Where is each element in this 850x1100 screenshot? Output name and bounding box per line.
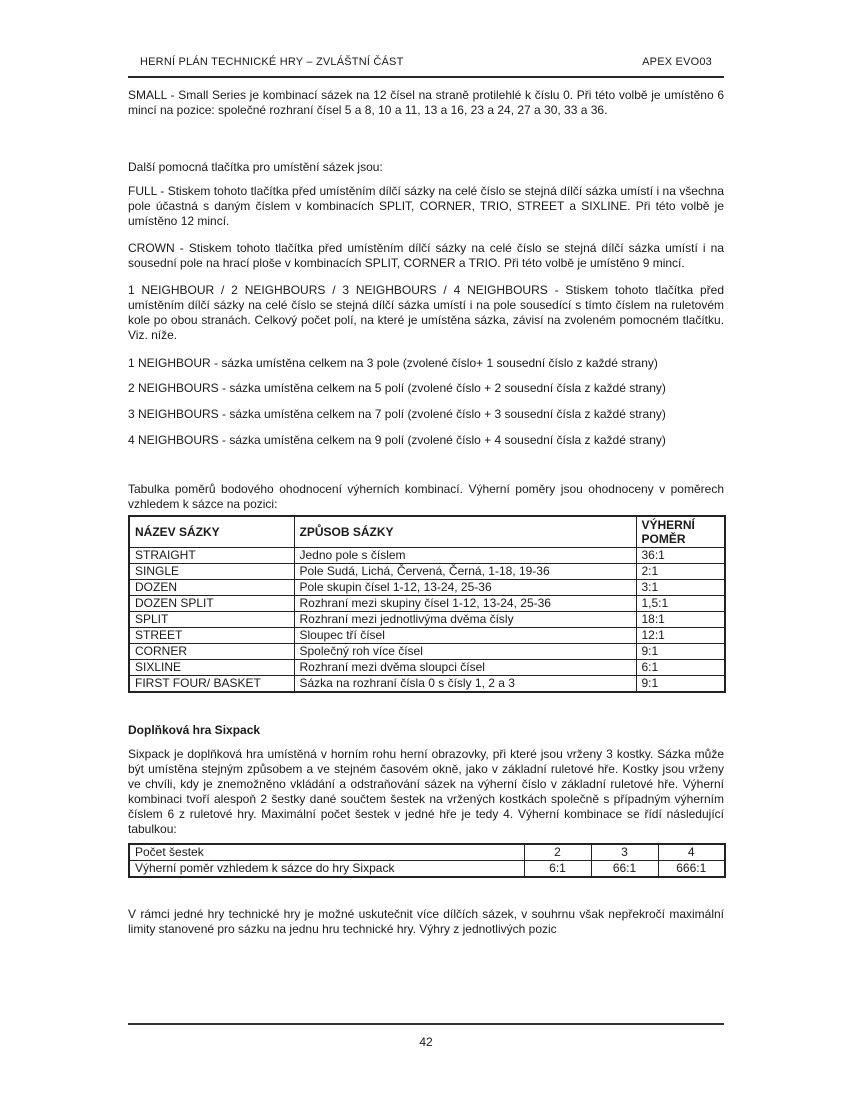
table-cell: 3: [591, 844, 658, 861]
table-cell: Výherní poměr vzhledem k sázce do hry Sixpack: [129, 861, 524, 878]
paragraph-neighbour-4: 4 NEIGHBOURS - sázka umístěna celkem na 9 polí (zvolené číslo + 4 sousední čísla z každé strany): [128, 433, 666, 447]
sixpack-heading: Doplňková hra Sixpack: [128, 723, 261, 737]
table-header-cell: VÝHERNÍ POMĚR: [636, 516, 725, 548]
table-row: [129, 660, 725, 676]
table-cell: SIXLINE: [129, 660, 294, 676]
table-cell: Pole skupin čísel 1-12, 13-24, 25-36: [294, 580, 636, 596]
table-cell: Jedno pole s číslem: [294, 548, 636, 564]
table-cell: DOZEN SPLIT: [129, 596, 294, 612]
table-row: [129, 644, 725, 660]
table-cell: SPLIT: [129, 612, 294, 628]
table-cell: FIRST FOUR/ BASKET: [129, 676, 294, 693]
table-header-cell: ZPŮSOB SÁZKY: [294, 516, 636, 548]
table-cell: 6:1: [524, 861, 591, 878]
paragraph-neighbours: 1 NEIGHBOUR / 2 NEIGHBOURS / 3 NEIGHBOURS / 4 NEIGHBOURS - Stiskem tohoto tlačítka před umístěním dílčí sázky na celé číslo se stejná dílčí sázka umístí i na pole sousedící s tímto číslem na ruletovém kole po obou stranách. Celkový počet polí, na které je umístěna sázka, závisí na zvoleném pomocném tlačítku. Viz. níže.: [128, 283, 724, 342]
table-row: [129, 676, 725, 693]
header-code: APEX EVO03: [642, 56, 712, 68]
table-cell: Počet šestek: [129, 844, 524, 861]
table-row: [129, 844, 725, 861]
header-title: HERNÍ PLÁN TECHNICKÉ HRY – ZVLÁŠTNÍ ČÁST: [140, 56, 404, 68]
paragraph-closing: V rámci jedné hry technické hry je možné uskutečnit více dílčích sázek, v souhrnu však nepřekročí maximální limity stanovené pro sázku na jednu hru technické hry. Výhry z jednotlivých pozic: [128, 907, 724, 936]
paragraph-neighbour-1: 1 NEIGHBOUR - sázka umístěna celkem na 3 pole (zvolené číslo+ 1 sousední číslo z každé strany): [128, 356, 658, 370]
table-cell: 66:1: [591, 861, 658, 878]
table-row: [129, 548, 725, 564]
table-cell: STREET: [129, 628, 294, 644]
table-cell: Sázka na rozhraní čísla 0 s čísly 1, 2 a 3: [294, 676, 636, 693]
payout-table: [128, 515, 726, 693]
table-cell: 36:1: [636, 548, 725, 564]
table-row: [129, 612, 725, 628]
document-header: [128, 56, 724, 78]
paragraph-neighbour-2: 2 NEIGHBOURS - sázka umístěna celkem na 5 polí (zvolené číslo + 2 sousední čísla z každé strany): [128, 381, 666, 395]
table-cell: Pole Sudá, Lichá, Červená, Černá, 1-18, 19-36: [294, 564, 636, 580]
table-cell: 9:1: [636, 676, 725, 693]
table-cell: 2: [524, 844, 591, 861]
paragraph-buttons-intro: Další pomocná tlačítka pro umístění sázek jsou:: [128, 160, 383, 174]
table-cell: 6:1: [636, 660, 725, 676]
table-cell: 2:1: [636, 564, 725, 580]
paragraph-table-intro: Tabulka poměrů bodového ohodnocení výherních kombinací. Výherní poměry jsou ohodnoceny v poměrech vzhledem k sázce na pozici:: [128, 482, 724, 511]
table-cell: DOZEN: [129, 580, 294, 596]
table-cell: Společný roh více čísel: [294, 644, 636, 660]
paragraph-sixpack: Sixpack je doplňková hra umístěná v horním rohu herní obrazovky, při které jsou vrženy 3 kostky. Sázka může být umístěna stejným způsobem a ve stejném časovém okně, jako v základní ruletové hře. Kostky jsou vrženy ve chvíli, kdy je znemožněno vkládání a odstraňování sázek na výherní číslo v základní ruletové hře. Výherní kombinaci tvoří alespoň 2 šestky dané součtem šestek na vržených kostkách společně s případným výherním číslem 6 z ruletové hry. Maximální počet šestek v jedné hře je tedy 4. Výherní kombinace se řídí následující tabulkou:: [128, 747, 724, 836]
table-cell: 9:1: [636, 644, 725, 660]
table-cell: Rozhraní mezi skupiny čísel 1-12, 13-24, 25-36: [294, 596, 636, 612]
table-cell: STRAIGHT: [129, 548, 294, 564]
table-cell: 18:1: [636, 612, 725, 628]
table-header-cell: NÁZEV SÁZKY: [129, 516, 294, 548]
page-number: 42: [419, 1035, 433, 1049]
paragraph-neighbour-3: 3 NEIGHBOURS - sázka umístěna celkem na 7 polí (zvolené číslo + 3 sousední čísla z každé strany): [128, 407, 666, 421]
page-content: [128, 56, 724, 937]
table-row: [129, 861, 725, 878]
table-cell: Sloupec tří čísel: [294, 628, 636, 644]
table-cell: 4: [658, 844, 725, 861]
table-header-row: [129, 516, 725, 548]
table-cell: 666:1: [658, 861, 725, 878]
paragraph-crown: CROWN - Stiskem tohoto tlačítka před umístěním dílčí sázky na celé číslo se stejná dílčí sázka umístí i na sousední pole na hrací ploše v kombinacích SPLIT, CORNER a TRIO. Při této volbě je umístěno 9 mincí.: [128, 241, 724, 270]
document-footer: [128, 1023, 724, 1049]
table-cell: 12:1: [636, 628, 725, 644]
table-cell: CORNER: [129, 644, 294, 660]
table-cell: Rozhraní mezi jednotlivýma dvěma čísly: [294, 612, 636, 628]
table-cell: SINGLE: [129, 564, 294, 580]
table-row: [129, 596, 725, 612]
table-row: [129, 580, 725, 596]
table-cell: Rozhraní mezi dvěma sloupci čísel: [294, 660, 636, 676]
table-cell: 3:1: [636, 580, 725, 596]
table-row: [129, 628, 725, 644]
sixpack-table: [128, 843, 726, 878]
paragraph-full: FULL - Stiskem tohoto tlačítka před umístěním dílčí sázky na celé číslo se stejná dílčí sázka umístí i na všechna pole účastná s daným číslem v kombinacích SPLIT, CORNER, TRIO, STREET a SIXLINE. Při této volbě je umístěno 12 mincí.: [128, 184, 724, 228]
paragraph-small-series: SMALL - Small Series je kombinací sázek na 12 čísel na straně protilehlé k číslu 0. Při této volbě je umístěno 6 mincí na pozice: společné rozhraní čísel 5 a 8, 10 a 11, 13 a 16, 23 a 24, 27 a 30, 33 a 36.: [128, 88, 724, 117]
table-cell: 1,5:1: [636, 596, 725, 612]
table-row: [129, 564, 725, 580]
